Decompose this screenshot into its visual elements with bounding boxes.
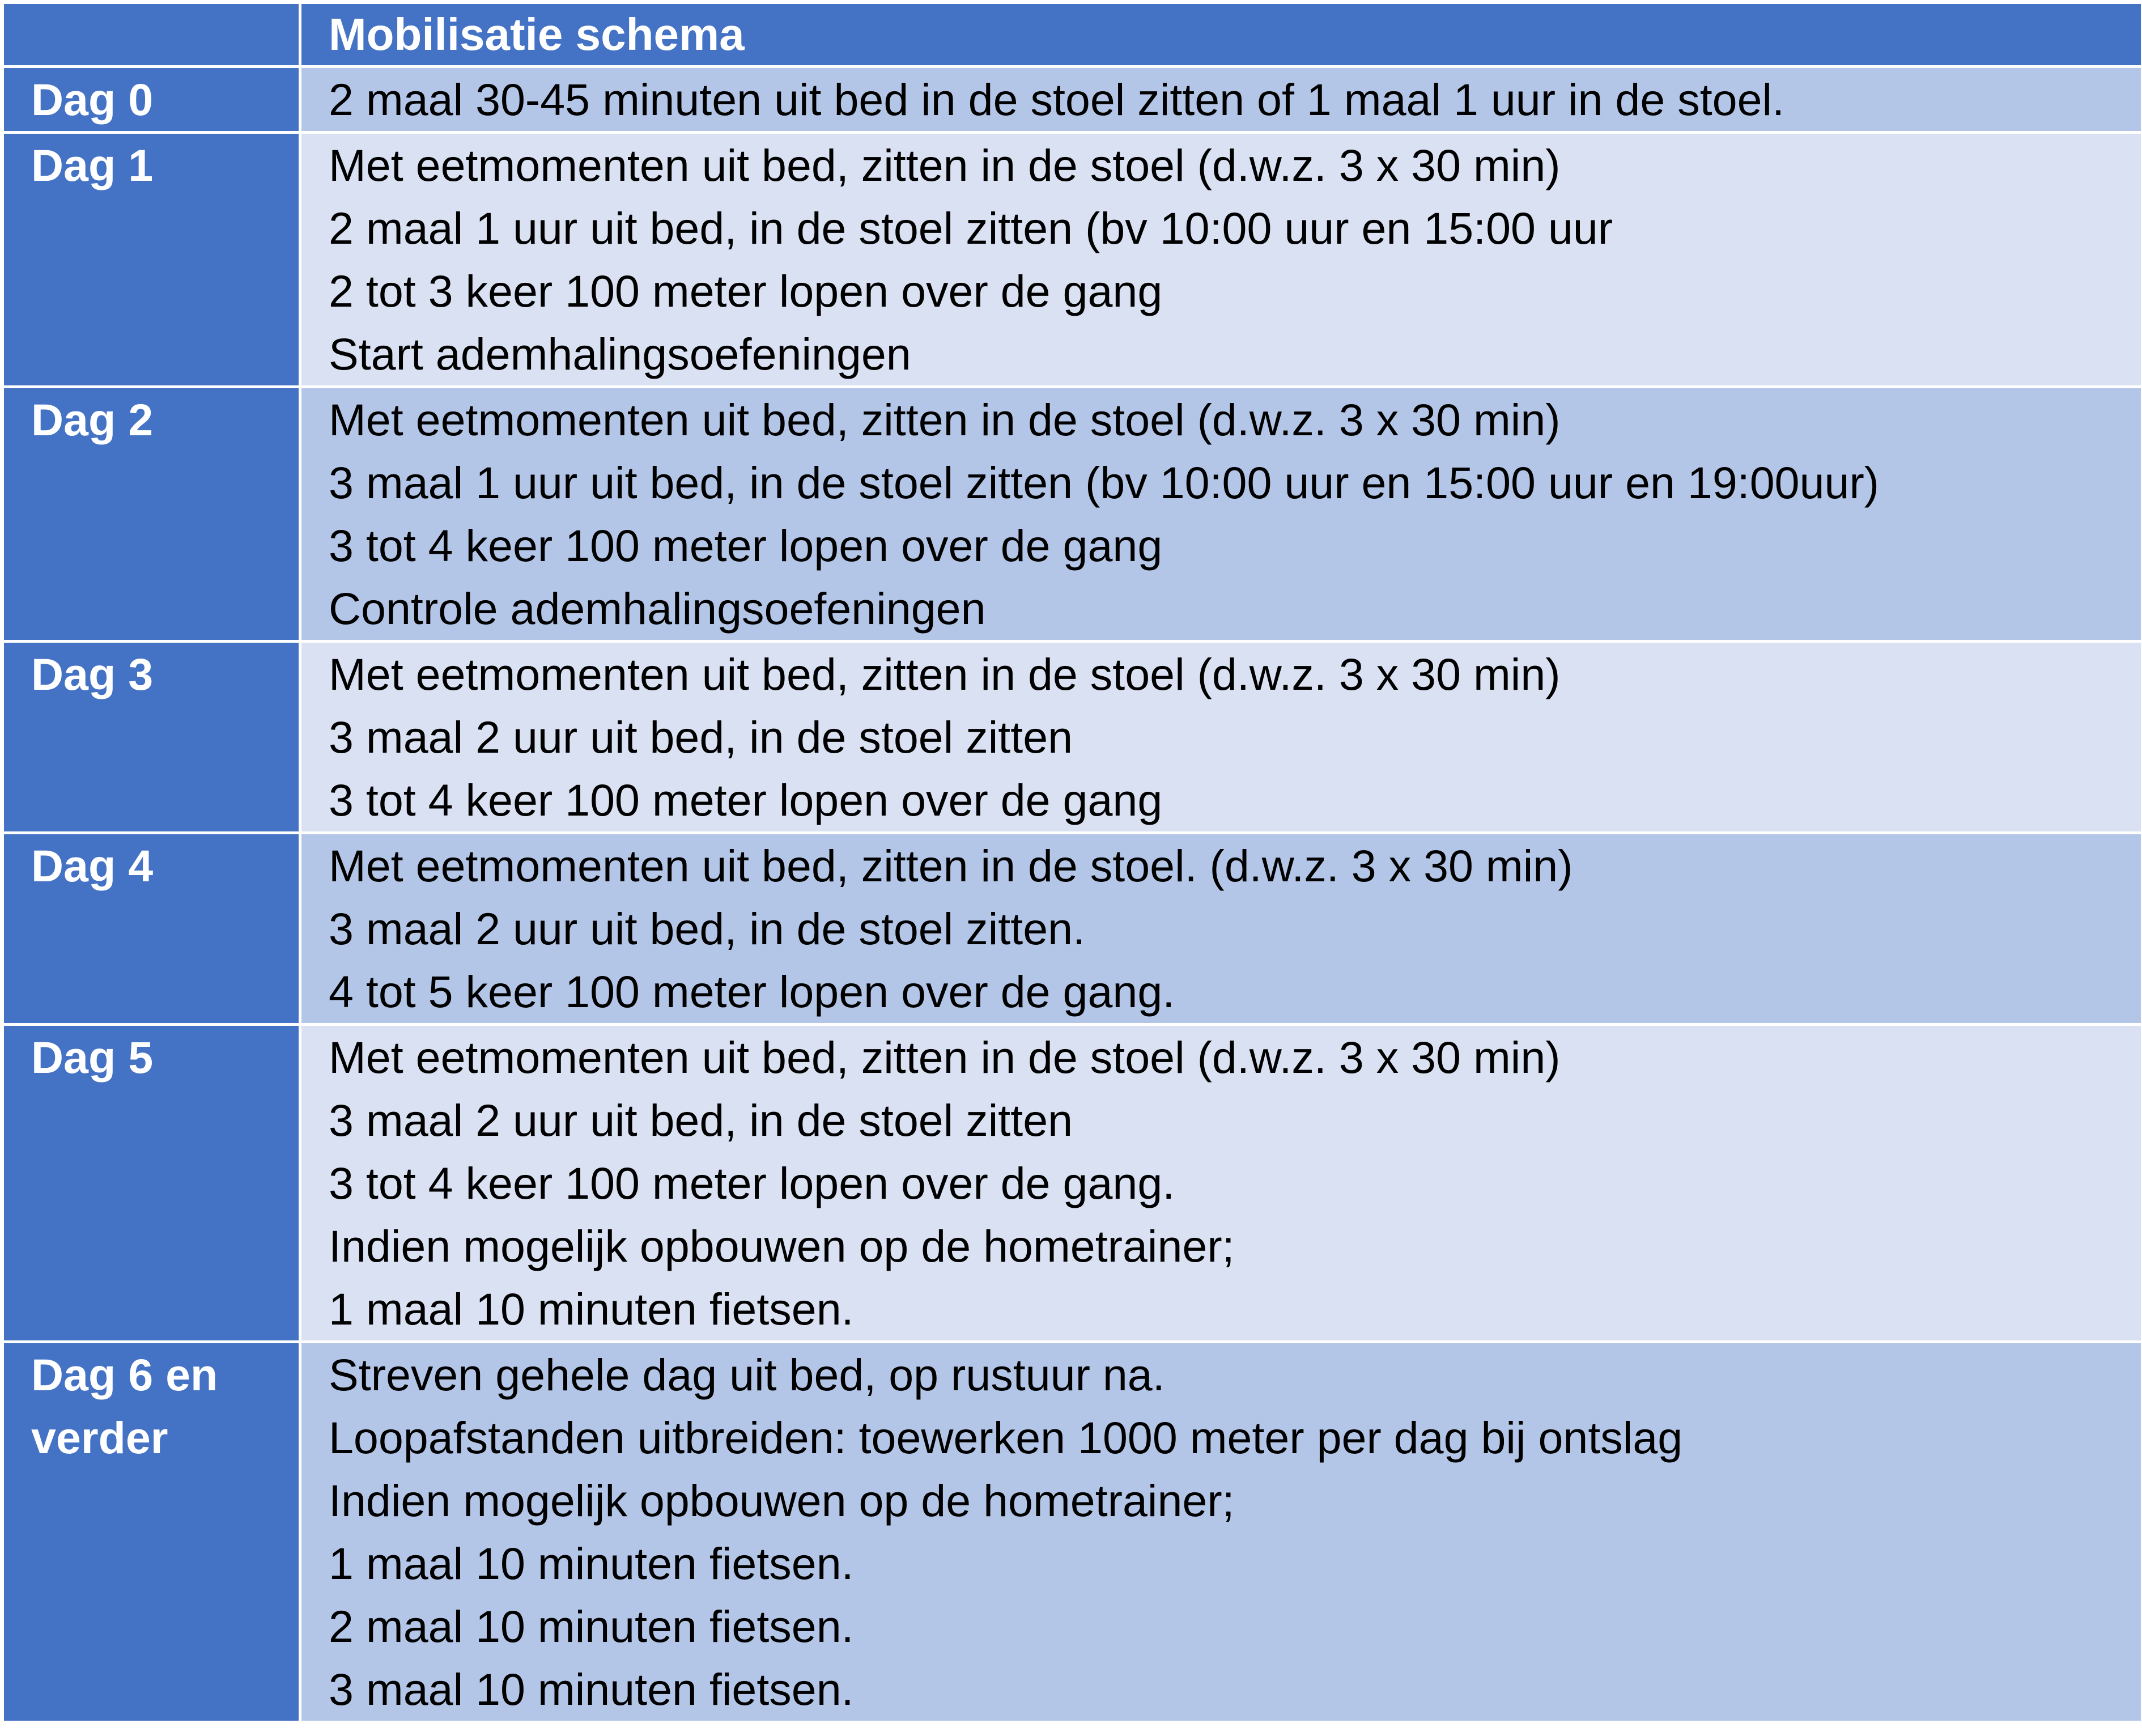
day-label [3, 387, 300, 642]
content-line: 2 maal 30-45 minuten uit bed in de stoel zitten of 1 maal 1 uur in de stoel. [329, 74, 1785, 125]
header-empty-cell [3, 3, 300, 67]
day-content [300, 833, 2142, 1025]
table-row [3, 67, 2142, 133]
content-line: 3 maal 2 uur uit bed, in de stoel zitten [329, 1095, 1073, 1145]
day-content [300, 1342, 2142, 1722]
day-label [3, 642, 300, 833]
day-content [300, 642, 2142, 833]
table-row [3, 833, 2142, 1025]
day-label [3, 133, 300, 387]
day-label-text: Dag 1 [31, 140, 154, 190]
content-line: 1 maal 10 minuten fietsen. [329, 1284, 854, 1334]
day-label [3, 1025, 300, 1342]
day-label-text: verder [31, 1412, 168, 1463]
content-line: 3 tot 4 keer 100 meter lopen over de gang [329, 775, 1163, 825]
content-line: 1 maal 10 minuten fietsen. [329, 1538, 854, 1589]
content-line: 3 maal 1 uur uit bed, in de stoel zitten (bv 10:00 uur en 15:00 uur en 19:00uur) [329, 457, 1880, 508]
content-line: Met eetmomenten uit bed, zitten in de stoel (d.w.z. 3 x 30 min) [329, 140, 1561, 190]
table-row [3, 387, 2142, 642]
day-label [3, 833, 300, 1025]
content-line: 2 tot 3 keer 100 meter lopen over de gang [329, 266, 1163, 316]
content-line: Indien mogelijk opbouwen op de hometrainer; [329, 1475, 1235, 1526]
content-line: Streven gehele dag uit bed, op rustuur na. [329, 1349, 1165, 1400]
content-line: Controle ademhalingsoefeningen [329, 583, 986, 634]
content-line: Met eetmomenten uit bed, zitten in de stoel (d.w.z. 3 x 30 min) [329, 649, 1561, 699]
day-label-text: Dag 6 en [31, 1349, 218, 1400]
content-line: 2 maal 1 uur uit bed, in de stoel zitten (bv 10:00 uur en 15:00 uur [329, 203, 1613, 253]
day-content [300, 133, 2142, 387]
day-label-text: Dag 3 [31, 649, 154, 699]
content-line: 3 maal 2 uur uit bed, in de stoel zitten [329, 712, 1073, 762]
day-label-text: Dag 4 [31, 841, 154, 891]
content-line: 3 tot 4 keer 100 meter lopen over de gang [329, 520, 1163, 571]
content-line: 3 maal 10 minuten fietsen. [329, 1664, 854, 1714]
content-line: Indien mogelijk opbouwen op de hometrainer; [329, 1221, 1235, 1271]
content-line: Met eetmomenten uit bed, zitten in de stoel (d.w.z. 3 x 30 min) [329, 394, 1561, 445]
table-row [3, 1025, 2142, 1342]
day-label [3, 1342, 300, 1722]
header-title-cell [300, 3, 2142, 67]
day-label [3, 67, 300, 133]
day-label-text: Dag 5 [31, 1032, 154, 1083]
content-line: Met eetmomenten uit bed, zitten in de stoel (d.w.z. 3 x 30 min) [329, 1032, 1561, 1083]
content-line: Loopafstanden uitbreiden: toewerken 1000 meter per dag bij ontslag [329, 1412, 1683, 1463]
day-content [300, 1025, 2142, 1342]
table-title: Mobilisatie schema [329, 9, 745, 60]
table-row [3, 133, 2142, 387]
content-line: 4 tot 5 keer 100 meter lopen over de gang. [329, 966, 1175, 1017]
content-line: 3 tot 4 keer 100 meter lopen over de gang. [329, 1158, 1175, 1208]
content-line: 3 maal 2 uur uit bed, in de stoel zitten. [329, 903, 1086, 954]
day-content [300, 387, 2142, 642]
day-content [300, 67, 2142, 133]
table-header-row [3, 3, 2142, 67]
content-line: Start ademhalingsoefeningen [329, 329, 911, 379]
content-line: Met eetmomenten uit bed, zitten in de stoel. (d.w.z. 3 x 30 min) [329, 841, 1573, 891]
table-row [3, 1342, 2142, 1722]
content-line: 2 maal 10 minuten fietsen. [329, 1601, 854, 1652]
day-label-text: Dag 0 [31, 74, 154, 125]
table-row [3, 642, 2142, 833]
mobilisatie-schema-table [1, 1, 2142, 1724]
day-label-text: Dag 2 [31, 394, 154, 445]
